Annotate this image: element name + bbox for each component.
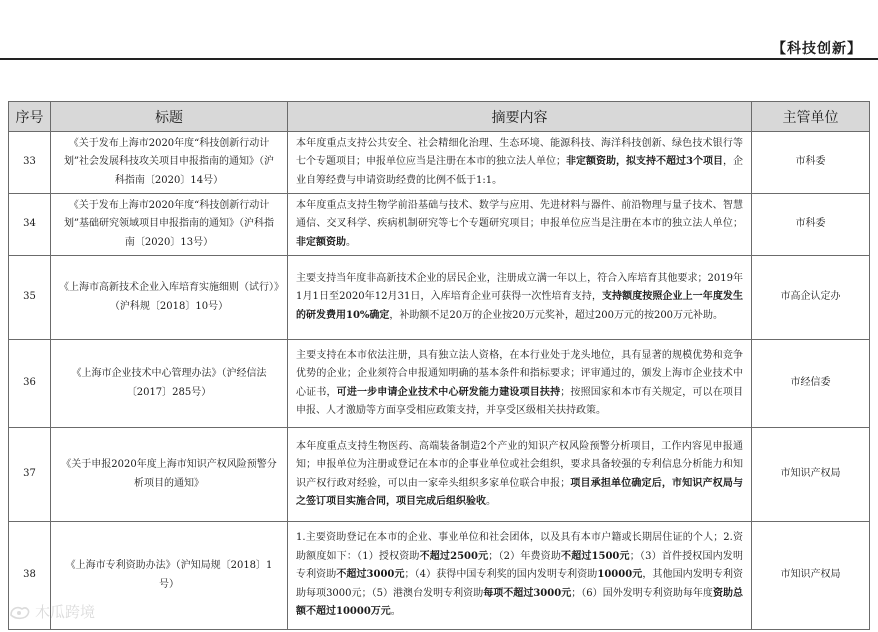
row-title: 《上海市企业技术中心管理办法》（沪经信法〔2017〕285号）: [51, 340, 288, 428]
row-dept: 市经信委: [752, 340, 870, 428]
row-summary: [288, 428, 752, 522]
summary-text: ，补助额不足20万的企业按20万元奖补，超过200万元的按200万元补助。: [389, 309, 724, 321]
row-number: 38: [9, 522, 51, 630]
table-row: [9, 522, 870, 630]
row-summary: [288, 194, 752, 256]
table-row: [9, 256, 870, 340]
row-dept: 市科委: [752, 132, 870, 194]
summary-highlight: 项目承担单位确定后，市知识产权局与之签订项目实施合同，项目完成后组织验收: [296, 477, 744, 507]
table-row: [9, 132, 870, 194]
row-dept: 市高企认定办: [752, 256, 870, 340]
summary-highlight: 不超过1500元: [561, 550, 630, 562]
summary-text: ；按照国家和本市有关规定，可以在项目申报、人才激励等方面享受相应政策支持，并享受区级相关扶持政策。: [296, 386, 744, 416]
row-number: 34: [9, 194, 51, 256]
summary-text: ；（4）获得中国专利奖的国内发明专利资助: [404, 569, 598, 581]
row-number: 35: [9, 256, 51, 340]
summary-text: 。: [486, 495, 496, 507]
summary-text: 主要支持在本市依法注册，具有独立法人资格，在本行业处于龙头地位，具有显著的规模优势和竞争优势的企业；企业须符合申报通知明确的基本条件和指标要求；评审通过的，颁发上海市企业技术中心证书，: [296, 349, 743, 398]
table-body: [9, 132, 870, 630]
row-number: 33: [9, 132, 51, 194]
row-title: 《上海市专利资助办法》（沪知局规〔2018〕1号）: [51, 522, 288, 630]
row-dept: 市知识产权局: [752, 428, 870, 522]
row-summary: [288, 132, 752, 194]
summary-highlight: 不超过3000元: [336, 569, 405, 581]
summary-text: 。: [390, 606, 401, 618]
header-rule: [0, 58, 878, 60]
summary-text: 本年度重点支持公共安全、社会精细化治理、生态环境、能源科技、海洋科技创新、绿色技术银行等七个专题项目；申报单位应当是注册在本市的独立法人单位；: [296, 137, 743, 168]
summary-highlight: 每项不超过3000元: [483, 587, 572, 599]
row-title: 《关于发布上海市2020年度“科技创新行动计划”社会发展科技攻关项目申报指南的通知》（沪科指南〔2020〕14号）: [51, 132, 288, 194]
summary-highlight: 可进一步申请企业技术中心研发能力建设项目扶持: [336, 386, 561, 398]
summary-text: ；（3）首件授权国内发明专利资助: [296, 550, 743, 581]
row-title: 《关于申报2020年度上海市知识产权风险预警分析项目的通知》: [51, 428, 288, 522]
summary-text: 本年度重点支持生物医药、高端装备制造2个产业的知识产权风险预警分析项目，工作内容见申报通知；申报单位为注册或登记在本市的企事业单位或社会组织，要求具备较强的专利信息分析能力和知识产权行政对经验，可以由一家牵头组织多家单位联合申报；: [296, 440, 743, 489]
header-dept: 主管单位: [752, 102, 870, 132]
summary-text: 本年度重点支持生物学前沿基础与技术、数学与应用、先进材料与器件、前沿物理与量子技术、智慧通信、交叉科学、疾病机制研究等七个专题研究项目；申报单位应当是注册在本市的独立法人单位；: [296, 199, 743, 230]
header-summary: 摘要内容: [288, 102, 752, 132]
summary-text: ，企业自筹经费与申请资助经费的比例不低于1:1。: [296, 156, 744, 186]
row-number: 36: [9, 340, 51, 428]
papaya-logo-icon: [8, 603, 32, 621]
header-no: 序号: [9, 102, 51, 132]
summary-highlight: 10000元: [597, 569, 643, 581]
row-dept: 市知识产权局: [752, 522, 870, 630]
summary-text: 。: [346, 236, 356, 248]
row-number: 37: [9, 428, 51, 522]
table-row: [9, 428, 870, 522]
section-tag: 【科技创新】: [772, 41, 862, 57]
table-row: [9, 340, 870, 428]
summary-text: ，其他国内发明专利资助每项3000元；（5）港澳台发明专利资助: [296, 569, 744, 599]
summary-text: ；（6）国外发明专利资助每年度: [571, 587, 713, 599]
policy-table: [8, 101, 870, 630]
summary-highlight: 不超过2500元: [419, 550, 489, 562]
row-summary: [288, 256, 752, 340]
summary-text: 主要支持当年度非高新技术企业的居民企业，注册成立满一年以上，符合入库培育其他要求；2019年1月1日至2020年12月31日，入库培育企业可获得一次性培育支持，: [296, 272, 743, 303]
summary-highlight: 资助总额不超过10000万元: [296, 587, 743, 618]
table-header-row: [9, 102, 870, 132]
watermark-text: 木瓜跨境: [35, 603, 96, 621]
header-title: 标题: [51, 102, 288, 132]
row-summary: [288, 522, 752, 630]
summary-highlight: 非定额资助: [296, 236, 346, 248]
table-row: [9, 194, 870, 256]
watermark: [8, 601, 95, 622]
summary-highlight: 支持额度按照企业上一年度发生的研发费用10%确定: [296, 291, 743, 321]
summary-text: 1.主要资助登记在本市的企业、事业单位和社会团体，以及具有本市户籍或长期居住证的个人；2.资助额度如下：（1）授权资助: [296, 532, 743, 562]
summary-text: ；（2）年费资助: [488, 550, 562, 562]
summary-highlight: 非定额资助，拟支持不超过3个项目: [566, 156, 724, 168]
row-title: 《上海市高新技术企业入库培育实施细则（试行）》（沪科规〔2018〕10号）: [51, 256, 288, 340]
row-dept: 市科委: [752, 194, 870, 256]
row-summary: [288, 340, 752, 428]
row-title: 《关于发布上海市2020年度“科技创新行动计划”基础研究领域项目申报指南的通知》（沪科指南〔2020〕13号）: [51, 194, 288, 256]
